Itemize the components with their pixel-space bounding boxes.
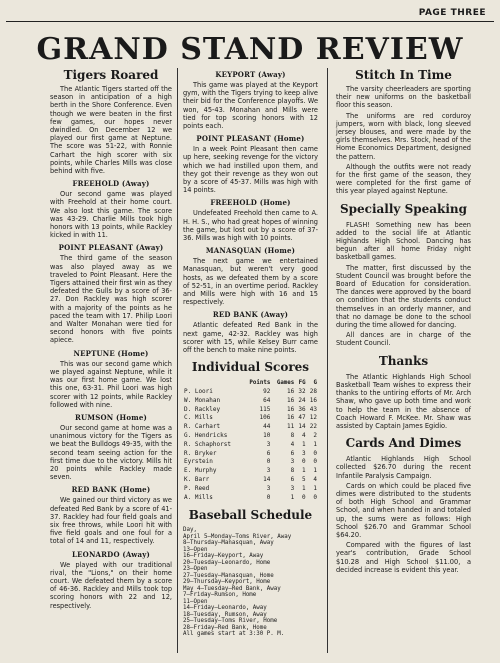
table-cell: 1: [313, 467, 317, 475]
article-paragraph: Atlantic defeated Red Bank in the next game, 42-32. Rackley was high scorer with 15, while Kelsey Burr came off the bench to make nine points.: [183, 321, 318, 355]
table-cell: 3: [266, 484, 271, 492]
table-cell: 4: [313, 476, 317, 484]
article-title-stitch-in-time: Stitch In Time: [355, 68, 452, 82]
article-paragraph: The matter, first discussed by the Student Council was brought before the Board of Education for consideration. The dances were approved by the board on condition that the students conduct themselves in an orderly manner, and that no damage be done to the school during the time allowed for dancing.: [336, 263, 471, 330]
game-subhead: RED BANK (Home): [71, 485, 151, 495]
table-header: FG: [298, 380, 306, 387]
table-cell: 3: [266, 440, 271, 448]
table-cell: R. Bryker: [184, 449, 217, 457]
game-recaps: [183, 70, 318, 354]
article-paragraph: Cards on which could be placed five dimes were distributed to the students of both High School and Grammar School, and when handed in and totaled up, the sums were as follows: High School $26.70 and Grammar School $64.20.: [336, 481, 471, 539]
table-cell: 6: [266, 449, 271, 457]
article-paragraph: We gained our third victory as we defeated Red Bank by a score of 41-37. Rackley had four field goals and six free throws, while Loori hit with five field goals and one foul for a total of 14 and 11, respectively.: [50, 496, 172, 546]
schedule-line: 13—Open: [183, 546, 208, 553]
table-cell: 8: [290, 432, 295, 440]
article-title-tigers-roared: Tigers Roared: [63, 68, 159, 82]
table-cell: C. Mills: [184, 414, 213, 422]
article-paragraph: The next game we entertained Manasquan, but weren't very good hosts, as we defeated them by a score of 52-51, in an overtime period. Rackley and Mills were high with 16 and 15 respectively.: [183, 257, 318, 307]
page-number: PAGE THREE: [418, 8, 486, 18]
article-body: [336, 85, 471, 196]
article-paragraph: The third game of the season was also played away as we traveled to Point Pleasant. Here the Tigers attained their first win as they defeated the Gulls by a score of 36-27. Don Rackley was high scorer with a majority of the points as he paced the team with 17. Philip Loori and Walter Monahan were tied for second honors with five points apiece.: [50, 254, 172, 345]
table-row: [183, 476, 318, 485]
schedule-line: 27—Tuesday—Manasquan, Home: [183, 572, 274, 579]
schedule-line: Day,: [183, 527, 197, 534]
table-cell: 16: [287, 388, 295, 396]
table-cell: 11: [287, 423, 295, 431]
table-cell: A. Mills: [184, 493, 213, 501]
table-header: Points: [249, 380, 271, 387]
schedule-line: 18—Tuesday, Rumson, Away: [183, 611, 267, 618]
table-cell: 0: [302, 458, 306, 466]
table-cell: 0: [313, 449, 317, 457]
article-title-cards-and-dimes: Cards And Dimes: [345, 436, 462, 451]
schedule-line: 29—Thursday—Keyport, Home: [183, 579, 271, 586]
table-row: [183, 441, 318, 450]
article-paragraph: FLASH! Something new has been added to the social life at Atlantic Highlands High School. Dancing has begun after all home Friday night basketball games.: [336, 220, 471, 262]
game-subhead: KEYPORT (Away): [215, 70, 286, 79]
table-cell: 16: [309, 396, 317, 404]
table-cell: 92: [263, 388, 271, 396]
game-subhead: NEPTUNE (Home): [73, 348, 149, 358]
schedule-line: 16—Friday—Keyport, Away: [183, 553, 264, 560]
table-header: G: [313, 380, 317, 387]
table-cell: 1: [290, 493, 295, 501]
article-paragraph: Undefeated Freehold then came to A. H. H. S., who had great hopes of winning the game, but lost out by a score of 37-36. Mills was high with 10 points.: [183, 209, 318, 243]
table-row: [183, 406, 318, 415]
table-cell: 3: [302, 449, 306, 457]
schedule-line: 20—Tuesday—Leonardo, Home: [183, 559, 271, 566]
table-row: [183, 450, 318, 459]
game-subhead: POINT PLEASANT (Home): [196, 134, 305, 144]
schedule-line: 11—Open: [183, 598, 208, 605]
table-cell: 1: [313, 440, 317, 448]
table-cell: 44: [263, 423, 271, 431]
table-cell: K. Barr: [184, 476, 210, 484]
schedule-line: April 5—Monday—Toms River, Away: [183, 533, 292, 540]
table-cell: R. Carhart: [184, 423, 221, 431]
table-cell: 16: [287, 405, 295, 413]
table-cell: 24: [298, 396, 306, 404]
game-subhead: LEONARDO (Away): [71, 549, 150, 559]
table-cell: 1: [302, 467, 306, 475]
article-paragraph: This game was played at the Keyport gym, with the Tigers trying to keep alive their bid for the Conference playoffs. We won, 45-43. Monahan and Mills were tied for top scoring honors with 12 points each.: [183, 81, 318, 131]
table-cell: 14: [263, 476, 271, 484]
table-cell: 32: [298, 388, 306, 396]
article-title-thanks: Thanks: [378, 353, 429, 368]
article-paragraph: Although the outfits were not ready for the first game of the season, they were completed for the first game of this year played against Neptune.: [336, 162, 471, 196]
table-cell: 28: [309, 388, 317, 396]
table-cell: Eyrstein: [184, 458, 213, 466]
table-cell: 115: [259, 405, 271, 413]
schedule-line: 28—Friday—Red Bank, Home: [183, 624, 267, 631]
table-header: [183, 379, 243, 388]
table-cell: P. Reed: [184, 484, 210, 492]
article-paragraph: Our second game at home was a unanimous victory for the Tigers as we beat the Bulldogs 49-35, with the second team seeing action for the first time due to the victory. Mills hit 20 points while Rackley made seven.: [50, 423, 172, 482]
table-cell: 6: [290, 449, 295, 457]
article-paragraph: The varsity cheerleaders are sporting their new uniforms on the basketball floor this season.: [336, 85, 471, 110]
table-cell: 1: [313, 484, 317, 492]
schedule-line: May 4—Tuesday—Red Bank, Away: [183, 585, 281, 592]
article-paragraph: Atlantic Highlands High School collected $26.70 during the recent Infantile Paralysis Campaign.: [336, 455, 471, 480]
table-cell: R. Schaphorst: [184, 440, 231, 448]
table-row: [183, 397, 318, 406]
table-cell: 0: [302, 493, 306, 501]
article-paragraph: The uniforms are red corduroy jumpers, worn with black, long sleeved jersey blouses, and were made by the girls themselves. Mrs. Stock, head of the Home Economics Department, designed the pattern.: [336, 111, 471, 161]
table-cell: 4: [302, 432, 306, 440]
table-cell: E. Murphy: [184, 467, 217, 475]
game-subhead: RUMSON (Home): [74, 412, 148, 422]
table-cell: 2: [313, 432, 317, 440]
article-body: [336, 373, 471, 430]
baseball-schedule: [183, 527, 318, 638]
table-cell: D. Rackley: [184, 405, 221, 413]
table-row: [183, 388, 318, 397]
table-cell: 4: [290, 440, 295, 448]
table-cell: P. Loori: [184, 388, 213, 396]
game-subhead: MANASQUAN (Home): [205, 246, 296, 256]
table-cell: 3: [290, 458, 295, 466]
article-title-specially-speaking: Specially Speaking: [339, 201, 468, 216]
table-cell: 47: [298, 414, 306, 422]
article-paragraph: All dances are in charge of the Student Council.: [336, 331, 471, 348]
column-3: [336, 66, 471, 663]
article-paragraph: Compared with the figures of last year's contribution, Grade School $10.28 and High School $11.00, a decided increase is evident this year.: [336, 541, 471, 574]
article-paragraph: In a week Point Pleasant then came up here, seeking revenge for the victory which we had instilled upon them, and they got their revenge as they won out by a score of 45-37. Mills was high with 14 points.: [183, 145, 318, 195]
table-cell: W. Monahan: [184, 396, 221, 404]
table-cell: 6: [290, 476, 295, 484]
article-paragraph: The Atlantic Highlands High School Basketball Team wishes to express their thanks to the untiring efforts of Mr. Arch Shaw, who gave up both time and work to help the team in the absence of Coach Howard F. McKee. Mr. Shaw was assisted by Captain James Egidio.: [336, 372, 471, 430]
table-cell: 16: [287, 396, 295, 404]
table-cell: 3: [290, 484, 295, 492]
article-body: [336, 221, 471, 348]
table-row: [183, 414, 318, 423]
article-paragraph: We played with our traditional rival, the "Lions," on their home court. We defeated them by a score of 46-36. Rackley and Mills took top scoring honors with 22 and 12, respectively.: [50, 560, 172, 610]
table-cell: 0: [266, 458, 271, 466]
article-paragraph: This was our second game which we played against Neptune, while it was our first home game. We lost this one, 63-31. Phil Loori was high scorer with 12 points, while Rackley followed with nine.: [50, 359, 172, 409]
game-subhead: RED BANK (Away): [212, 310, 289, 320]
page-title: GRAND STAND REVIEW: [36, 32, 464, 67]
table-cell: 0: [313, 493, 317, 501]
article-paragraph: Our second game was played with Freehold at their home court. We also lost this game. The score was 43-29. Charlie Mills took high honors with 13 points, while Rackley kicked in with 11.: [50, 190, 172, 240]
table-cell: 3: [266, 467, 271, 475]
article-paragraph: The Atlantic Tigers started off the season in anticipation of a high berth in the Shore Conference. Even though we were beaten in the first few games, our hopes never dwindled. On December 12 we played our first game at Neptune. The score was 51-22, with Ronnie Carhart the high scorer with six points, while Charles Mills was close behind with five.: [50, 85, 172, 176]
schedule-line: 14—Friday—Leonardo, Away: [183, 605, 267, 612]
table-cell: 36: [298, 405, 306, 413]
schedule-line: 7—Friday—Rumson, Home: [183, 592, 257, 599]
table-row: [183, 494, 318, 503]
article-body: [336, 455, 471, 574]
table-row: [183, 432, 318, 441]
individual-scores-title: Individual Scores: [191, 360, 310, 375]
table-row: [183, 423, 318, 432]
table-cell: 1: [302, 484, 306, 492]
table-cell: 106: [259, 414, 271, 422]
table-cell: 0: [266, 493, 271, 501]
schedule-line: 25—Tuesday—Toms River, Home: [183, 618, 278, 625]
game-subhead: POINT PLEASANT (Away): [58, 243, 164, 253]
table-row: [183, 485, 318, 494]
table-header: Games: [276, 380, 295, 387]
table-cell: 64: [263, 396, 271, 404]
table-cell: 12: [309, 414, 317, 422]
column-divider: [327, 68, 328, 653]
game-subhead: FREEHOLD (Home): [210, 198, 291, 208]
column-1: [50, 66, 172, 663]
table-cell: 16: [287, 414, 295, 422]
schedule-line: 8—Thursday—Manasquan, Away: [183, 540, 274, 547]
table-cell: 14: [298, 423, 306, 431]
table-cell: 5: [302, 476, 306, 484]
table-cell: 8: [290, 467, 295, 475]
header-rule: [6, 21, 494, 22]
table-cell: 1: [302, 440, 306, 448]
column-divider: [177, 68, 178, 653]
column-2: [183, 66, 318, 663]
schedule-line: 23—Open: [183, 566, 208, 573]
table-cell: 43: [309, 405, 317, 413]
individual-scores-table: [183, 379, 318, 502]
game-recaps: [50, 179, 172, 610]
game-subhead: FREEHOLD (Away): [72, 179, 150, 189]
schedule-line: All games start at 3:30 P. M.: [183, 631, 285, 638]
table-cell: 22: [309, 423, 317, 431]
baseball-schedule-title: Baseball Schedule: [188, 508, 313, 523]
table-row: [183, 467, 318, 476]
table-cell: 0: [313, 458, 317, 466]
table-row: [183, 458, 318, 467]
table-cell: G. Hendricks: [184, 432, 228, 440]
table-cell: 10: [263, 432, 271, 440]
